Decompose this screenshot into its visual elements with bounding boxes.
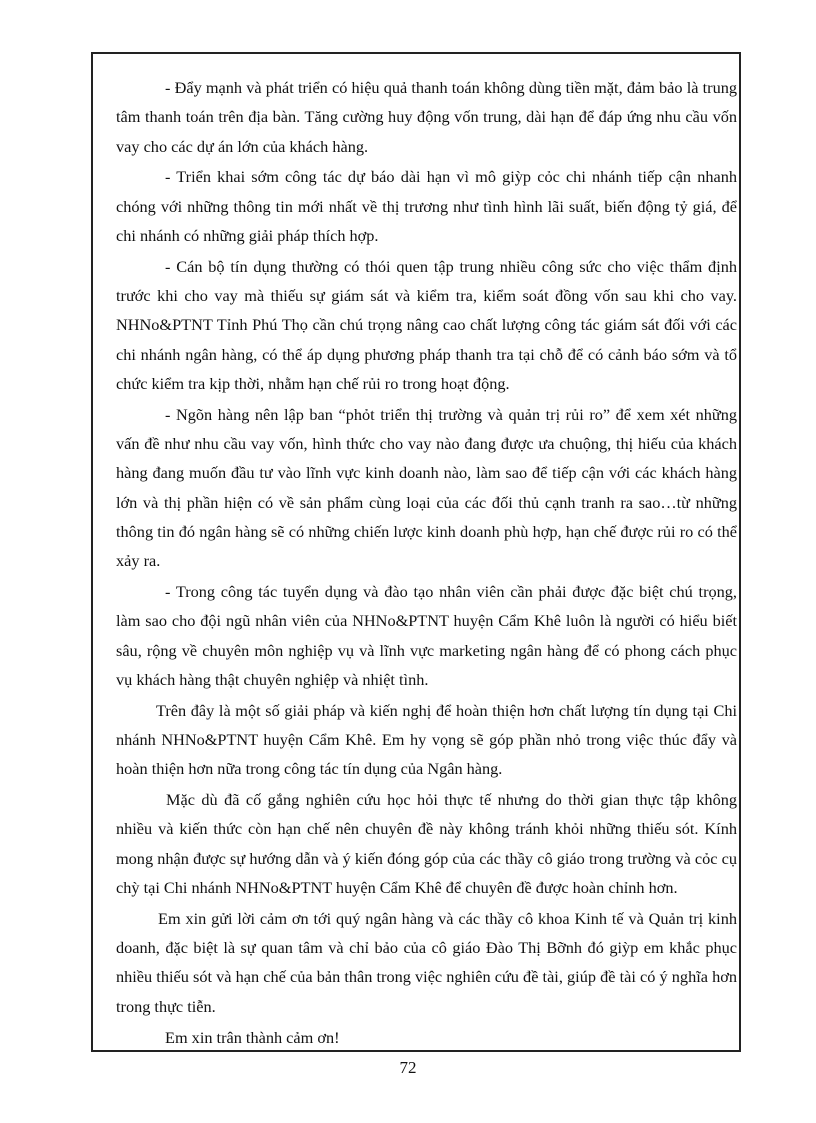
paragraph-long-term-forecast: - Triển khai sớm công tác dự báo dài hạn vì mô giỳp cỏc chi nhánh tiếp cận nhanh chóng với những thông tin mới nhất về thị trương như tình hình lãi suất, biến động tỷ giá, để chi nhánh có những giải pháp thích hợp. [116, 167, 737, 245]
paragraph-credit-supervision: - Cán bộ tín dụng thường có thói quen tập trung nhiều công sức cho việc thẩm định trước khi cho vay mà thiếu sự giám sát và kiểm tra, kiểm soát đồng vốn sau khi cho vay. NHNo&PTNT Tỉnh Phú Thọ cần chú trọng nâng cao chất lượng công tác giám sát đối với các chi nhánh ngân hàng, có thể áp dụng phương pháp thanh tra tại chỗ để có cảnh báo sớm và tổ chức kiểm tra kịp thời, nhằm hạn chế rủi ro trong hoạt động. [116, 256, 737, 393]
paragraph-limitations: Mặc dù đã cố gắng nghiên cứu học hỏi thực tế nhưng do thời gian thực tập không nhiều và kiến thức còn hạn chế nên chuyên đề này không tránh khỏi những thiếu sót. Kính mong nhận được sự hướng dẫn và ý kiến đóng góp của các thầy cô giáo trong trường và cỏc cụ chỳ tại Chi nhánh NHNo&PTNT huyện Cẩm Khê để chuyên đề được hoàn chỉnh hơn. [116, 790, 737, 898]
document-body [116, 73, 737, 1053]
paragraph-cashless-payment: - Đẩy mạnh và phát triển có hiệu quả thanh toán không dùng tiền mặt, đảm bảo là trung tâm thanh toán trên địa bàn. Tăng cường huy động vốn trung, dài hạn để đáp ứng nhu cầu vốn vay cho các dự án lớn của khách hàng. [116, 78, 737, 156]
paragraph-summary: Trên đây là một số giải pháp và kiến nghị để hoàn thiện hơn chất lượng tín dụng tại Chi nhánh NHNo&PTNT huyện Cẩm Khê. Em hy vọng sẽ góp phần nhỏ trong việc thúc đẩy và hoàn thiện hơn nữa trong công tác tín dụng của Ngân hàng. [116, 700, 737, 779]
paragraph-thanks: Em xin trân thành cảm ơn! [165, 1027, 340, 1047]
paragraph-market-risk-board: - Ngõn hàng nên lập ban “phỏt triển thị trường và quản trị rủi ro” để xem xét những vấn đề như nhu cầu vay vốn, hình thức cho vay nào đang được ưa chuộng, thị hiếu của khách hàng đang muốn đầu tư vào lĩnh vực kinh doanh nào, làm sao để tiếp cận với các khách hàng lớn và thị phần hiện có về sản phẩm cùng loại của các đối thủ cạnh tranh ra sao…từ những thông tin đó ngân hàng sẽ có những chiến lược kinh doanh phù hợp, hạn chế được rủi ro có thể xảy ra. [116, 404, 737, 571]
page-number: 72 [399, 1058, 417, 1077]
paragraph-staff-training: - Trong công tác tuyển dụng và đào tạo nhân viên cần phải được đặc biệt chú trọng, làm sao cho đội ngũ nhân viên của NHNo&PTNT huyện Cẩm Khê luôn là người có hiểu biết sâu, rộng về chuyên môn nghiệp vụ và lĩnh vực marketing ngân hàng để có phong cách phục vụ khách hàng thật chuyên nghiệp và nhiệt tình. [116, 582, 737, 689]
paragraph-acknowledgements: Em xin gửi lời cảm ơn tới quý ngân hàng và các thầy cô khoa Kinh tế và Quản trị kinh doanh, đặc biệt là sự quan tâm và chỉ bảo của cô giáo Đào Thị Bỡnh đó giỳp em khắc phục nhiều thiếu sót và hạn chế của bản thân trong việc nghiên cứu đề tài, giúp đề tài có ý nghĩa hơn trong thực tiễn. [116, 908, 737, 1016]
